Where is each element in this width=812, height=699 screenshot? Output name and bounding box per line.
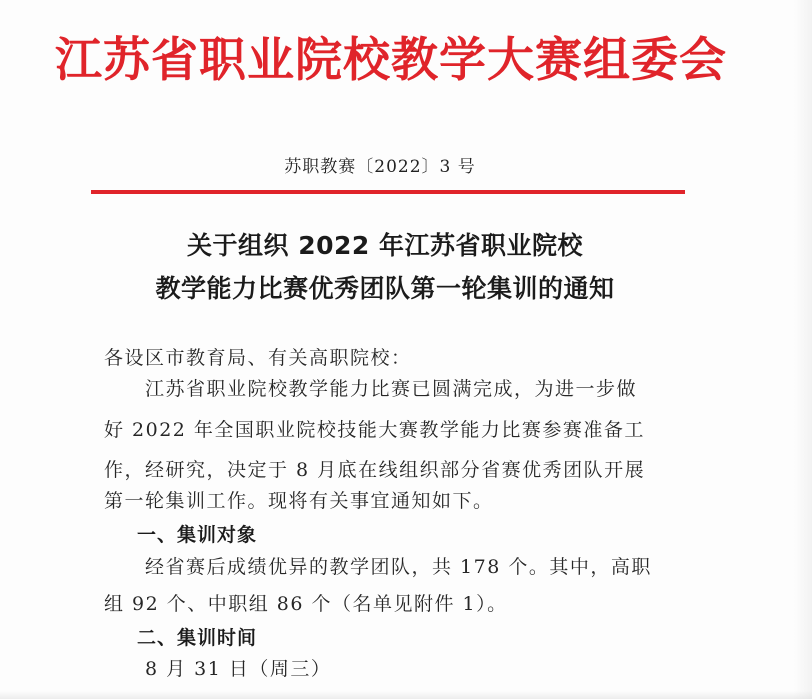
issuing-organization-title: 江苏省职业院校教学大赛组委会 bbox=[55, 32, 727, 88]
page-edge-shadow bbox=[794, 0, 812, 699]
section-heading-training-time: 二、集训时间 bbox=[137, 627, 258, 649]
red-divider-rule bbox=[91, 190, 685, 194]
section2-line: 8 月 31 日（周三） bbox=[145, 658, 332, 680]
intro-line: 第一轮集训工作。现将有关事宜通知如下。 bbox=[104, 490, 494, 512]
document-title-line-1: 关于组织 2022 年江苏省职业院校 bbox=[187, 231, 583, 260]
section-heading-training-targets: 一、集训对象 bbox=[137, 524, 258, 546]
section1-line: 经省赛后成绩优异的教学团队，共 178 个。其中，高职 bbox=[145, 556, 652, 578]
intro-line: 江苏省职业院校教学能力比赛已圆满完成，为进一步做 bbox=[145, 378, 638, 400]
document-number: 苏职教赛〔2022〕3 号 bbox=[284, 157, 476, 177]
intro-line: 好 2022 年全国职业院校技能大赛教学能力比赛参赛准备工 bbox=[104, 419, 645, 441]
section1-line: 组 92 个、中职组 86 个（名单见附件 1）。 bbox=[104, 593, 508, 615]
salutation: 各设区市教育局、有关高职院校： bbox=[104, 347, 412, 369]
intro-line: 作，经研究，决定于 8 月底在线组织部分省赛优秀团队开展 bbox=[104, 459, 646, 481]
document-title-line-2: 教学能力比赛优秀团队第一轮集训的通知 bbox=[155, 274, 615, 303]
page-bottom-fade bbox=[0, 691, 812, 699]
